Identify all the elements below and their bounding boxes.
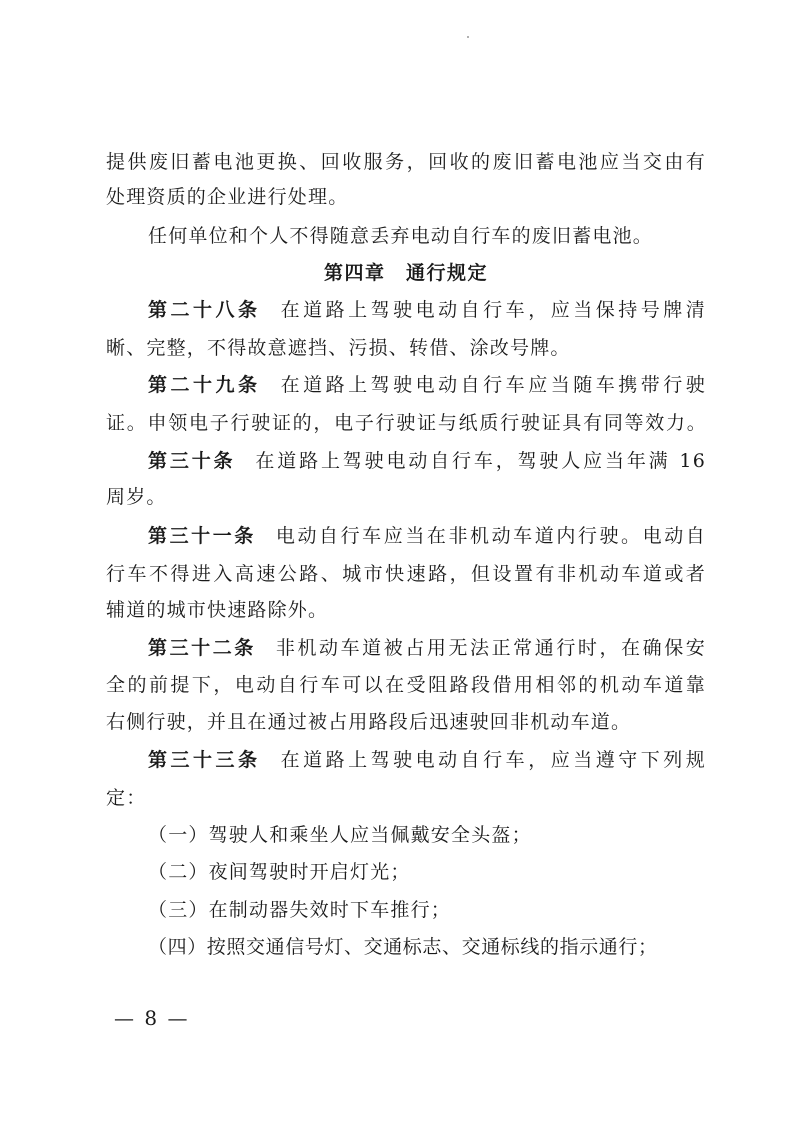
paragraph-line: 任何单位和个人不得随意丢弃电动自行车的废旧蓄电池。: [148, 225, 654, 247]
list-item: （四）按照交通信号灯、交通标志、交通标线的指示通行；: [148, 936, 658, 958]
chapter-title: 第四章 通行规定: [323, 262, 488, 284]
article-text: 非机动车道被占用无法正常通行时，在确保安: [275, 637, 706, 659]
article-first-line: [148, 372, 706, 398]
article-line: 证。申领电子行驶证的，电子行驶证与纸质行驶证具有同等效力。: [106, 412, 706, 434]
article-line: 定：: [106, 787, 147, 809]
article-first-line: [148, 747, 706, 773]
article-text: 在道路上驾驶电动自行车，驾驶人应当年满 16: [255, 450, 706, 472]
article-first-line: [148, 635, 706, 661]
article-number: 第二十九条: [148, 374, 261, 396]
paragraph-line: 处理资质的企业进行处理。: [106, 186, 349, 208]
list-item: （三）在制动器失效时下车推行；: [148, 899, 452, 921]
article-first-line: [148, 297, 706, 323]
list-item: （二）夜间驾驶时开启灯光；: [148, 861, 411, 883]
paragraph-line: 提供废旧蓄电池更换、回收服务，回收的废旧蓄电池应当交由有: [106, 151, 706, 173]
article-number: 第三十条: [148, 450, 236, 472]
article-line: 晰、完整，不得故意遮挡、污损、转借、涂改号牌。: [106, 337, 571, 359]
article-line: 行车不得进入高速公路、城市快速路，但设置有非机动车道或者: [106, 563, 706, 585]
article-number: 第三十二条: [148, 637, 256, 659]
article-text: 在道路上驾驶电动自行车，应当保持号牌清: [280, 299, 706, 321]
article-line: 辅道的城市快速路除外。: [106, 599, 329, 621]
article-text: 电动自行车应当在非机动车道内行驶。电动自: [275, 525, 706, 547]
list-item: （一）驾驶人和乘坐人应当佩戴安全头盔；: [148, 824, 532, 846]
article-line: 全的前提下，电动自行车可以在受阻路段借用相邻的机动车道靠: [106, 674, 706, 696]
scan-dot: [467, 36, 469, 38]
article-line: 周岁。: [106, 486, 167, 508]
article-line: 右侧行驶，并且在通过被占用路段后迅速驶回非机动车道。: [106, 711, 632, 733]
article-number: 第二十八条: [148, 299, 261, 321]
page-number: — 8 —: [114, 1006, 190, 1030]
article-first-line: [148, 523, 706, 549]
article-first-line: [148, 448, 706, 474]
article-text: 在道路上驾驶电动自行车，应当遵守下列规: [280, 749, 706, 771]
article-text: 在道路上驾驶电动自行车应当随车携带行驶: [280, 374, 706, 396]
article-number: 第三十一条: [148, 525, 256, 547]
article-number: 第三十三条: [148, 749, 261, 771]
